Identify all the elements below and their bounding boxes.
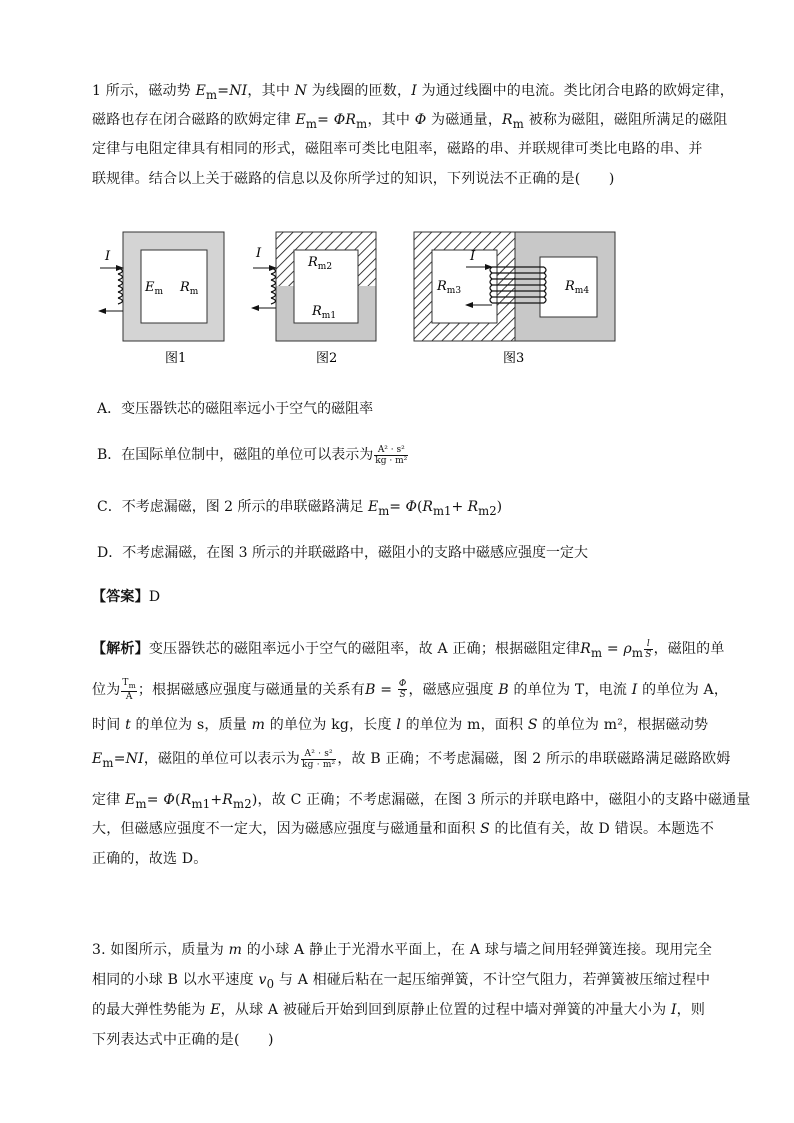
figure-3 <box>414 232 615 366</box>
q3-stem-line-3: 的最大弹性势能为 E，从球 A 被碰后开始到回到原静止位置的过程中墙对弹簧的冲量大小为 I，则 <box>92 1002 706 1018</box>
analysis-line-2: 位为 $\frac{T_m}{A}$ ；根据磁感应强度与磁通量的关系有B = $\frac{\Phi}{S}$ ，磁感应强度 B 的单位为 T，电流 I 的单位为 A， <box>92 678 729 702</box>
svg-text:Rm1: $R_{m1}$ <box>312 304 337 321</box>
analysis-line-3: 时间 t 的单位为 s，质量 m 的单位为 kg，长度 l 的单位为 m，面积 S 的单位为 m²，根据磁动势 <box>92 717 709 733</box>
q1-stem-line-1: 1 所示，磁动势 $E_m=NI$，其中 N 为线圈的匝数，I 为通过线圈中的电流。类比闭合电路的欧姆定律， <box>92 83 734 102</box>
option-a: A．变压器铁芯的磁阻率远小于空气的磁阻率 <box>97 401 374 417</box>
option-b-text: B．在国际单位制中，磁阻的单位可以表示为 <box>97 447 374 463</box>
analysis-line-7: 正确的，故选 D。 <box>92 851 208 867</box>
svg-text:Rm3: $R_{m3}$ <box>437 279 462 296</box>
coil-icon <box>490 267 546 303</box>
svg-text:Rm2: $R_{m2}$ <box>308 255 333 272</box>
analysis-line-4: $E_m=NI$，磁阻的单位可以表示为 $\frac{\text{A² · s²}}{\text{kg · m²}}$ ，故 B 正确；不考虑漏磁，图 2 所示的串联磁路满足磁路欧姆 <box>92 748 731 770</box>
analysis-line-6: 大，但磁感应强度不一定大，因为磁感应强度与磁通量和面积 S 的比值有关，故 D 错误。本题选不 <box>92 821 715 837</box>
magnetic-circuit-figures <box>0 225 794 375</box>
q1-stem-line-3: 定律与电阻定律具有相同的形式，磁阻率可类比电阻率，磁路的串、并联规律可类比电路的串、并 <box>92 141 703 157</box>
unit-fraction: $\frac{\text{A² · s²}}{\text{kg · m²}}$ <box>375 444 408 466</box>
q1-stem-line-4: 联规律。结合以上关于磁路的信息以及你所学过的知识，下列说法不正确的是( ) <box>92 171 615 187</box>
analysis-line-1: 【解析】变压器铁芯的磁阻率远小于空气的磁阻率，故 A 正确；根据磁阻定律$R_m = \rho_m$ $\frac{l}{S}$ ，磁阻的单 <box>92 638 725 660</box>
fig2-caption: 图2 <box>316 351 338 366</box>
fig1-current-label: I <box>105 249 111 264</box>
answer: 【答案】D <box>92 589 161 605</box>
q3-stem-line-4: 下列表达式中正确的是( ) <box>92 1032 274 1048</box>
fig3-current-label: I <box>470 249 476 264</box>
figure-2 <box>252 232 376 366</box>
fig2-current-label: I <box>256 246 262 261</box>
coil-icon <box>271 268 276 304</box>
fig1-caption: 图1 <box>165 351 187 366</box>
figure-1 <box>99 232 224 366</box>
option-c: C．不考虑漏磁，图 2 所示的串联磁路满足 $E_m= \Phi(R_{m1}+ R_{m2})$ <box>97 499 503 518</box>
q3-stem-line-1: 3. 如图所示，质量为 m 的小球 A 静止于光滑水平面上，在 A 球与墙之间用轻弹簧连接。现用完全 <box>92 942 713 958</box>
fig3-caption: 图3 <box>503 351 525 366</box>
svg-text:Rm: $R_m$ <box>180 280 199 297</box>
option-d: D．不考虑漏磁，在图 3 所示的并联磁路中，磁阻小的支路中磁感应强度一定大 <box>97 545 589 561</box>
coil-icon <box>118 268 123 304</box>
svg-text:Rm4: $R_{m4}$ <box>565 279 590 296</box>
q3-stem-line-2: 相同的小球 B 以水平速度 $v_0$ 与 A 相碰后粘在一起压缩弹簧，不计空气阻力，若弹簧被压缩过程中 <box>92 972 711 991</box>
svg-text:Em: $E_m$ <box>145 280 164 297</box>
q1-stem-line-2: 磁路也存在闭合磁路的欧姆定律 $E_m= \Phi R_m$，其中 Φ 为磁通量，$R_m$ 被称为磁阻，磁阻所满足的磁阻 <box>92 112 728 131</box>
option-b <box>97 444 409 466</box>
analysis-line-5: 定律 $E_m= \Phi(R_{m1}+R_{m2})$，故 C 正确；不考虑漏磁，在图 3 所示的并联电路中，磁阻小的支路中磁通量 <box>92 792 751 811</box>
